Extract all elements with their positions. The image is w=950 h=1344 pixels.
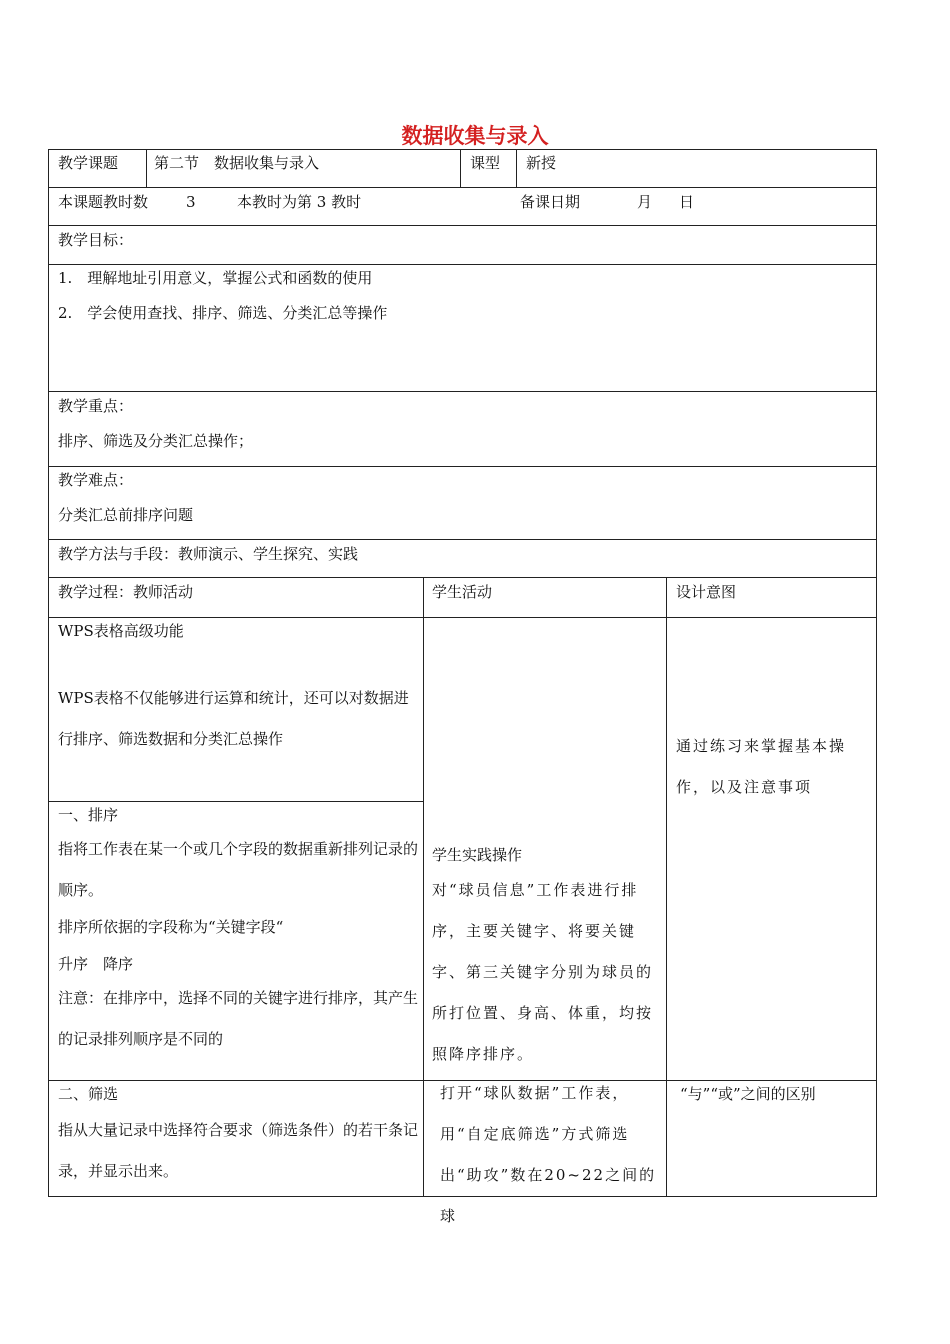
sort-key-field: 排序所依据的字段称为“关键字段“ bbox=[58, 918, 284, 936]
filter-body: 指从大量记录中选择符合要求（筛选条件）的若干条记录，并显示出来。 bbox=[58, 1121, 419, 1180]
course-value: 第二节 数据收集与录入 bbox=[154, 154, 320, 172]
filter-heading: 二、筛选 bbox=[58, 1085, 119, 1103]
wps-body: WPS表格不仅能够进行运算和统计，还可以对数据进行排序、筛选数据和分类汇总操作 bbox=[58, 689, 409, 748]
total-hours-value: 3 bbox=[186, 193, 196, 211]
course-label: 教学课题 bbox=[58, 154, 119, 172]
prep-date-label: 备课日期 bbox=[520, 193, 581, 211]
goal-item: 1. 理解地址引用意义，掌握公式和函数的使用 bbox=[58, 269, 373, 287]
difficulties-text: 分类汇总前排序问题 bbox=[58, 506, 194, 524]
col-student-header: 学生活动 bbox=[432, 583, 493, 601]
sort-heading: 一、排序 bbox=[58, 806, 119, 824]
difficulties-label: 教学难点： bbox=[58, 471, 134, 489]
design-intent: 通过练习来掌握基本操作，以及注意事项 bbox=[676, 737, 847, 796]
divider bbox=[516, 149, 517, 188]
student-practice-heading: 学生实践操作 bbox=[432, 846, 523, 864]
row-key-points bbox=[48, 391, 877, 467]
key-points-label: 教学重点： bbox=[58, 397, 134, 415]
row-goals-label bbox=[48, 225, 877, 265]
row-hours bbox=[48, 187, 877, 226]
row-difficulties bbox=[48, 466, 877, 540]
sort-note: 注意：在排序中，选择不同的关键字进行排序，其产生的记录排列顺序是不同的 bbox=[58, 989, 419, 1048]
filter-design: “与”“或”之间的区别 bbox=[680, 1085, 816, 1103]
current-hour: 本教时为第 3 教时 bbox=[237, 193, 362, 211]
page-title: 数据收集与录入 bbox=[401, 124, 549, 148]
divider bbox=[48, 801, 424, 802]
key-points-text: 排序、筛选及分类汇总操作； bbox=[58, 432, 254, 450]
sort-definition: 指将工作表在某一个或几个字段的数据重新排列记录的顺序。 bbox=[58, 840, 419, 899]
methods-text: 教学方法与手段：教师演示、学生探究、实践 bbox=[58, 545, 359, 563]
type-label: 课型 bbox=[470, 154, 501, 172]
col-design-header: 设计意图 bbox=[676, 583, 737, 601]
total-hours-label: 本课题教时数 bbox=[58, 193, 149, 211]
day-label: 日 bbox=[679, 193, 695, 211]
filter-student: 打开“球队数据”工作表，用“自定底筛选”方式筛选出“助攻”数在20~22之间的球 bbox=[440, 1084, 657, 1225]
month-label: 月 bbox=[637, 193, 653, 211]
divider bbox=[146, 149, 147, 188]
sort-orders: 升序 降序 bbox=[58, 955, 134, 973]
divider bbox=[460, 149, 461, 188]
col-teacher-header: 教学过程：教师活动 bbox=[58, 583, 194, 601]
goal-item: 2. 学会使用查找、排序、筛选、分类汇总等操作 bbox=[58, 304, 388, 322]
student-practice-body: 对“球员信息”工作表进行排序，主要关键字、将要关键字、第三关键字分别为球员的所打位置、身高、体重，均按照降序排序。 bbox=[432, 881, 654, 1063]
wps-heading: WPS表格高级功能 bbox=[58, 622, 184, 640]
goals-label: 教学目标： bbox=[58, 231, 134, 249]
type-value: 新授 bbox=[526, 154, 557, 172]
